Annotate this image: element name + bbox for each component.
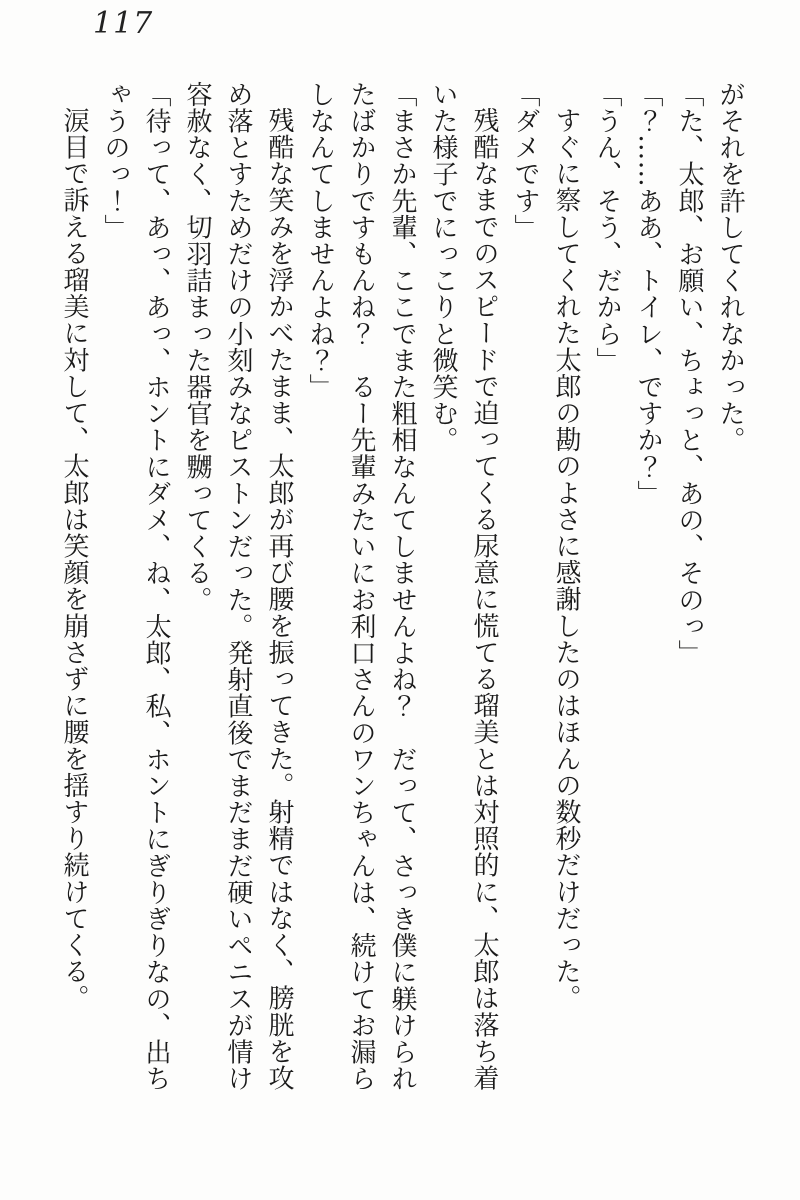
paragraph: 「まさか先輩、ここでまた粗相なんてしませんよね？ だって、さっき僕に躾けられたばかりですもんね？ るー先輩みたいにお利口さんのワンちゃんは、続けてお漏らしなんてしませんよね？」 <box>305 81 417 1092</box>
paragraph: 「た、太郎、お願い、ちょっと、あの、そのっ」 <box>674 81 704 667</box>
paragraph: 「うん、そう、だから」 <box>592 81 622 374</box>
paragraph: 「？……ああ、トイレ、ですか？」 <box>633 81 663 507</box>
paragraph: がそれを許してくれなかった。 <box>715 81 745 454</box>
page-number: 117 <box>93 6 154 41</box>
paragraph: 残酷なまでのスピードで迫ってくる尿意に慌てる瑠美とは対照的に、太郎は落ち着いた様子でにっこりと微笑む。 <box>428 81 499 1092</box>
paragraph: 残酷な笑みを浮かべたまま、太郎が再び腰を振ってきた。射精ではなく、膀胱を攻め落とすためだけの小刻みなピストンだった。発射直後でまだまだ硬いペニスが情け容赦なく、切羽詰まった器官を嬲ってくる。 <box>182 81 294 1092</box>
paragraph: 「待って、あっ、あっ、ホントにダメ、ね、太郎、私、ホントにぎりぎりなの、出ちゃうのっ！」 <box>100 81 171 1092</box>
text-block <box>53 81 750 1095</box>
paragraph: すぐに察してくれた太郎の勘のよさに感謝したのはほんの数秒だけだった。 <box>551 107 581 1012</box>
paragraph: 「ダメです」 <box>510 81 540 241</box>
paragraph: 涙目で訴える瑠美に対して、太郎は笑顔を崩さずに腰を揺すり続けてくる。 <box>59 107 89 1012</box>
